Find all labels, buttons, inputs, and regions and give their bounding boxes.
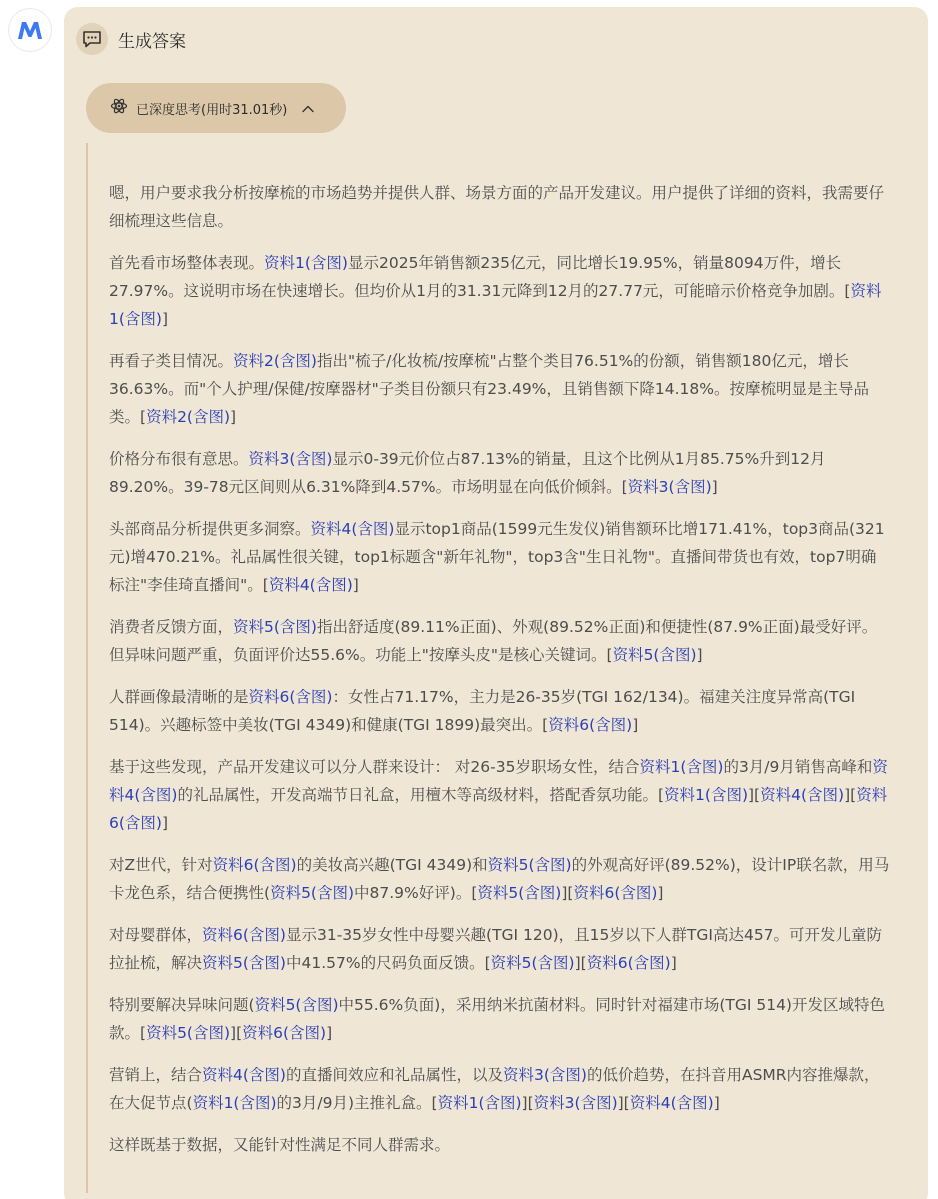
paragraph-text: ] (670, 954, 677, 972)
thought-paragraph (109, 753, 891, 837)
paragraph-text: 显示top1商品(1599元生发仪)销售额环比增171.41%，top3商品(321元)增470.21%。礼品属性很关键，top1标题含"新年礼物"，top3含"生日礼物"。直播间带货也有效，top7明确标注"李佳琦直播间"。[ (109, 520, 885, 594)
reference-link[interactable]: 资料6(含图) (109, 786, 888, 832)
reference-link[interactable]: 资料6(含图) (573, 884, 658, 902)
thinking-label: 已深度思考(用时31.01秒) (136, 102, 288, 118)
thought-paragraph (109, 613, 891, 669)
paragraph-text: ] (713, 1094, 720, 1112)
reference-link[interactable]: 资料6(含图) (212, 856, 297, 874)
chevron-up-icon (301, 99, 315, 118)
reference-link[interactable]: 资料1(含图) (264, 254, 348, 272)
paragraph-text: 对Z世代，针对 (109, 856, 213, 874)
reference-link[interactable]: 资料1(含图) (664, 786, 748, 804)
paragraph-text: 显示2025年销售额235亿元，同比增长19.95%，销量8094万件，增长27.97%。这说明市场在快速增长。但均价从1月的31.31元降到12月的27.77元，可能暗示价格竞争加剧。[ (109, 254, 851, 300)
reference-link[interactable]: 资料5(含图) (612, 646, 697, 664)
answer-panel (64, 7, 928, 1199)
chat-bubble-icon (76, 23, 108, 55)
assistant-avatar (9, 9, 51, 51)
answer-title: 生成答案 (118, 31, 186, 52)
reference-link[interactable]: 资料3(含图) (533, 1094, 618, 1112)
thought-paragraph (109, 179, 891, 235)
thinking-content (86, 143, 892, 1193)
paragraph-text: ] (711, 478, 718, 496)
thought-paragraph (109, 515, 891, 599)
paragraph-text: ] (632, 716, 639, 734)
paragraph-text: ] (696, 646, 703, 664)
reference-link[interactable]: 资料5(含图) (146, 1024, 231, 1042)
reference-link[interactable]: 资料4(含图) (268, 576, 353, 594)
thought-paragraph (109, 1061, 891, 1117)
paragraph-text: 中55.6%负面)，采用纳米抗菌材料。同时针对福建市场(TGI 514)开发区域特色款。[ (109, 996, 885, 1042)
reference-link[interactable]: 资料4(含图) (109, 758, 888, 804)
paragraph-text: 人群画像最清晰的是 (109, 688, 249, 706)
reference-link[interactable]: 资料5(含图) (487, 856, 572, 874)
reference-link[interactable]: 资料6(含图) (202, 926, 286, 944)
paragraph-text: ] (657, 884, 664, 902)
thought-paragraph (109, 683, 891, 739)
paragraph-text: 价格分布很有意思。 (109, 450, 249, 468)
thought-paragraph (109, 1131, 891, 1159)
reference-link[interactable]: 资料3(含图) (503, 1066, 587, 1084)
reference-link[interactable]: 资料1(含图) (109, 282, 882, 328)
paragraph-text: ][ (561, 884, 574, 902)
paragraph-text: 这样既基于数据，又能针对性满足不同人群需求。 (109, 1136, 451, 1154)
reference-link[interactable]: 资料1(含图) (639, 758, 724, 776)
paragraph-text: ] (161, 310, 169, 328)
paragraph-text: ][ (748, 786, 761, 804)
reference-link[interactable]: 资料4(含图) (310, 520, 395, 538)
paragraph-text: 营销上，结合 (109, 1066, 203, 1084)
paragraph-text: ][ (574, 954, 587, 972)
reference-link[interactable]: 资料3(含图) (627, 478, 712, 496)
reference-link[interactable]: 资料4(含图) (629, 1094, 714, 1112)
reference-link[interactable]: 资料6(含图) (248, 688, 333, 706)
paragraph-text: ：女性占71.17%，主力是26-35岁(TGI 162/134)。福建关注度异常高(TGI 514)。兴趣标签中美妆(TGI 4349)和健康(TGI 1899)最突出。[ (109, 688, 856, 734)
paragraph-text: 首先看市场整体表现。 (109, 254, 265, 272)
thought-paragraph (109, 991, 891, 1047)
reference-link[interactable]: 资料5(含图) (270, 884, 355, 902)
paragraph-text: 嗯，用户要求我分析按摩梳的市场趋势并提供人群、场景方面的产品开发建议。用户提供了详细的资料，我需要仔细梳理这些信息。 (109, 184, 885, 230)
reference-link[interactable]: 资料6(含图) (548, 716, 633, 734)
paragraph-text: 显示0-39元价位占87.13%的销量，且这个比例从1月85.75%升到12月89.20%。39-78元区间则从6.31%降到4.57%。市场明显在向低价倾斜。[ (109, 450, 826, 496)
thought-paragraph (109, 347, 891, 431)
paragraph-text: 基于这些发现，产品开发建议可以分人群来设计： 对26-35岁职场女性，结合 (109, 758, 640, 776)
reference-link[interactable]: 资料1(含图) (192, 1094, 277, 1112)
reference-link[interactable]: 资料4(含图) (760, 786, 845, 804)
paragraph-text: ][ (230, 1024, 243, 1042)
reference-link[interactable]: 资料4(含图) (202, 1066, 286, 1084)
reference-link[interactable]: 资料1(含图) (437, 1094, 522, 1112)
paragraph-text: 消费者反馈方面， (109, 618, 234, 636)
paragraph-text: 的礼品属性，开发高端节日礼盒，用檀木等高级材料，搭配香氛功能。[ (177, 786, 665, 804)
paragraph-text: 的外观高好评(89.52%)，设计IP联名款，用马卡龙色系，结合便携性( (109, 856, 890, 902)
paragraph-text: 再看子类目情况。 (109, 352, 234, 370)
reference-link[interactable]: 资料5(含图) (254, 996, 339, 1014)
reference-link[interactable]: 资料5(含图) (477, 884, 562, 902)
reference-link[interactable]: 资料3(含图) (248, 450, 333, 468)
paragraph-text: ] (352, 576, 359, 594)
thought-paragraph (109, 921, 891, 977)
paragraph-text: 的低价趋势，在抖音用ASMR内容推爆款，在大促节点( (109, 1066, 880, 1112)
answer-header (76, 23, 186, 55)
paragraph-text: 的3月/9月)主推礼盒。[ (276, 1094, 438, 1112)
reference-link[interactable]: 资料2(含图) (233, 352, 317, 370)
paragraph-text: 的直播间效应和礼品属性，以及 (285, 1066, 503, 1084)
paragraph-text: 中87.9%好评)。[ (354, 884, 478, 902)
thought-paragraph (109, 445, 891, 501)
reference-link[interactable]: 资料6(含图) (586, 954, 671, 972)
reference-link[interactable]: 资料5(含图) (202, 954, 286, 972)
paragraph-text: 特别要解决异味问题( (109, 996, 255, 1014)
paragraph-text: 对母婴群体， (109, 926, 203, 944)
paragraph-text: ][ (617, 1094, 630, 1112)
paragraph-text: 的3月/9月销售高峰和 (723, 758, 873, 776)
thought-paragraph (109, 851, 891, 907)
paragraph-text: 中41.57%的尺码负面反馈。[ (285, 954, 491, 972)
paragraph-text: 的美妆高兴趣(TGI 4349)和 (296, 856, 488, 874)
reference-link[interactable]: 资料5(含图) (233, 618, 317, 636)
paragraph-text: ] (326, 1024, 333, 1042)
paragraph-text: 指出舒适度(89.11%正面)、外观(89.52%正面)和便捷性(87.9%正面)最受好评。但异味问题严重，负面评价达55.6%。功能上"按摩头皮"是核心关键词。[ (109, 618, 878, 664)
paragraph-text: 头部商品分析提供更多洞察。 (109, 520, 311, 538)
thinking-toggle-button[interactable] (86, 83, 346, 133)
paragraph-text: ][ (844, 786, 857, 804)
paragraph-text: 指出"梳子/化妆梳/按摩梳"占整个类目76.51%的份额，销售额180亿元，增长36.63%。而"个人护理/保健/按摩器材"子类目份额只有23.49%，且销售额下降14.18%。按摩梳明显是主导品类。[ (109, 352, 870, 426)
paragraph-text: ] (161, 814, 169, 832)
paragraph-text: ][ (521, 1094, 534, 1112)
paragraph-text: 显示31-35岁女性中母婴兴趣(TGI 120)，且15岁以下人群TGI高达457。可开发儿童防拉扯梳，解决 (109, 926, 883, 972)
reference-link[interactable]: 资料2(含图) (146, 408, 231, 426)
logo-m-icon (16, 19, 44, 41)
reference-link[interactable]: 资料5(含图) (490, 954, 575, 972)
thought-paragraph (109, 249, 891, 333)
paragraph-text: ] (230, 408, 237, 426)
atom-icon (110, 97, 128, 119)
reference-link[interactable]: 资料6(含图) (242, 1024, 327, 1042)
